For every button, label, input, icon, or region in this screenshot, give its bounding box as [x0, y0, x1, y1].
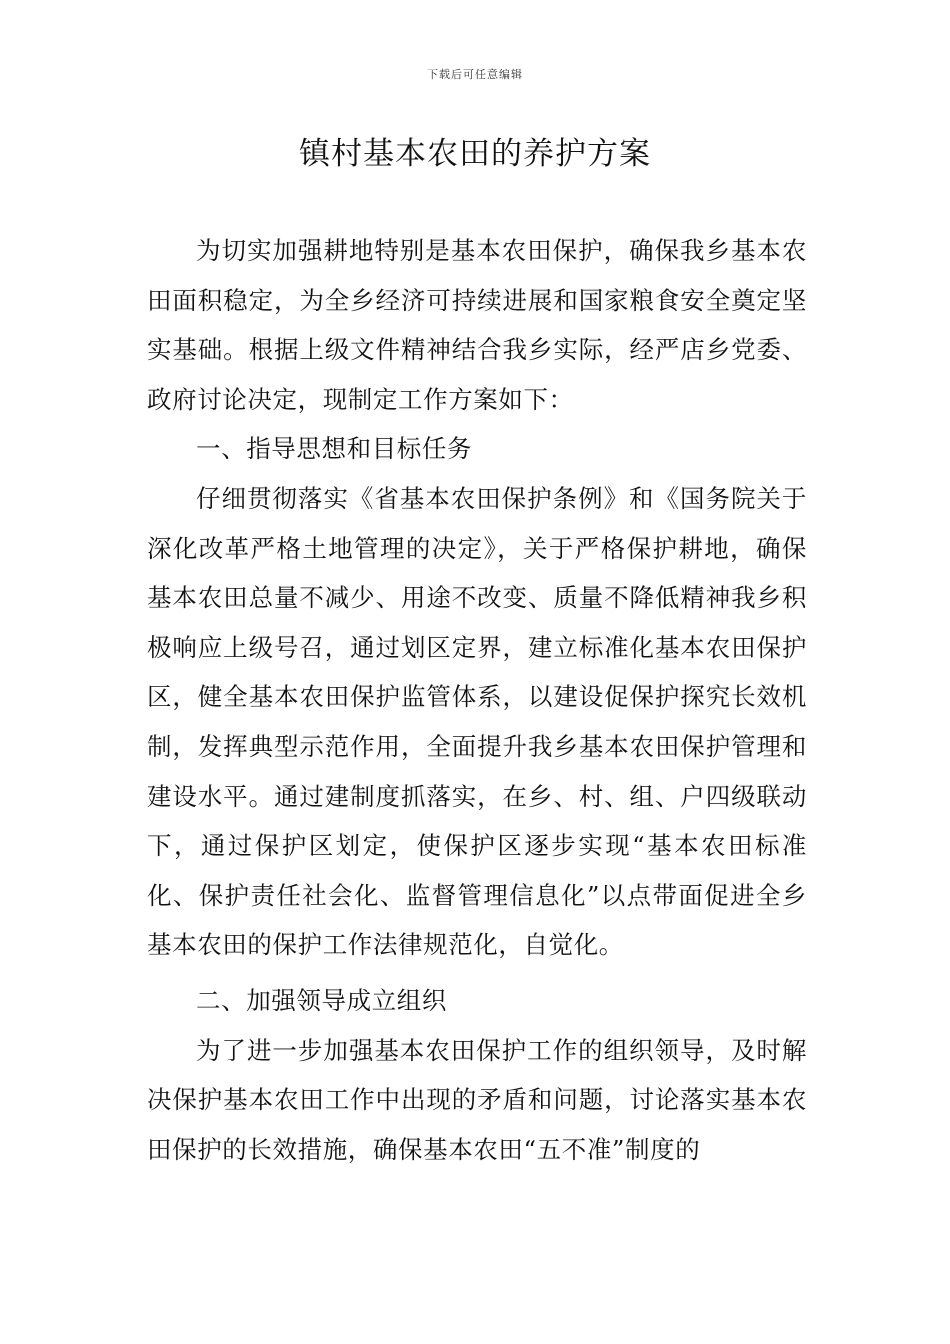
document-title: 镇村基本农田的养护方案: [299, 136, 651, 172]
header-note: 下载后可任意编辑: [427, 68, 523, 81]
section-1-paragraph: 仔细贯彻落实《省基本农田保护条例》和《国务院关于深化改革严格土地管理的决定》，关于严格保护耕地，确保基本农田总量不减少、用途不改变、质量不降低精神我乡积极响应上级号召，通过划区定界，建立标准化基本农田保护区，健全基本农田保护监管体系，以建设促保护探究长效机制，发挥典型示范作用，全面提升我乡基本农田保护管理和建设水平。通过建制度抓落实，在乡、村、组、户四级联动下，通过保护区划定，使保护区逐步实现“基本农田标准化、保护责任社会化、监督管理信息化”以点带面促进全乡基本农田的保护工作法律规范化，自觉化。: [147, 483, 807, 960]
document-body: [147, 226, 807, 1174]
section-heading-2: 二、加强领导成立组织: [196, 985, 447, 1015]
section-heading-1: 一、指导思想和目标任务: [196, 434, 473, 464]
intro-paragraph: 为切实加强耕地特别是基本农田保护，确保我乡基本农田面积稳定，为全乡经济可持续进展和国家粮食安全奠定坚实基础。根据上级文件精神结合我乡实际，经严店乡党委、政府讨论决定，现制定工作方案如下：: [147, 236, 807, 414]
section-2-paragraph: 为了进一步加强基本农田保护工作的组织领导，及时解决保护基本农田工作中出现的矛盾和问题，讨论落实基本农田保护的长效措施，确保基本农田“五不准”制度的: [147, 1035, 807, 1164]
